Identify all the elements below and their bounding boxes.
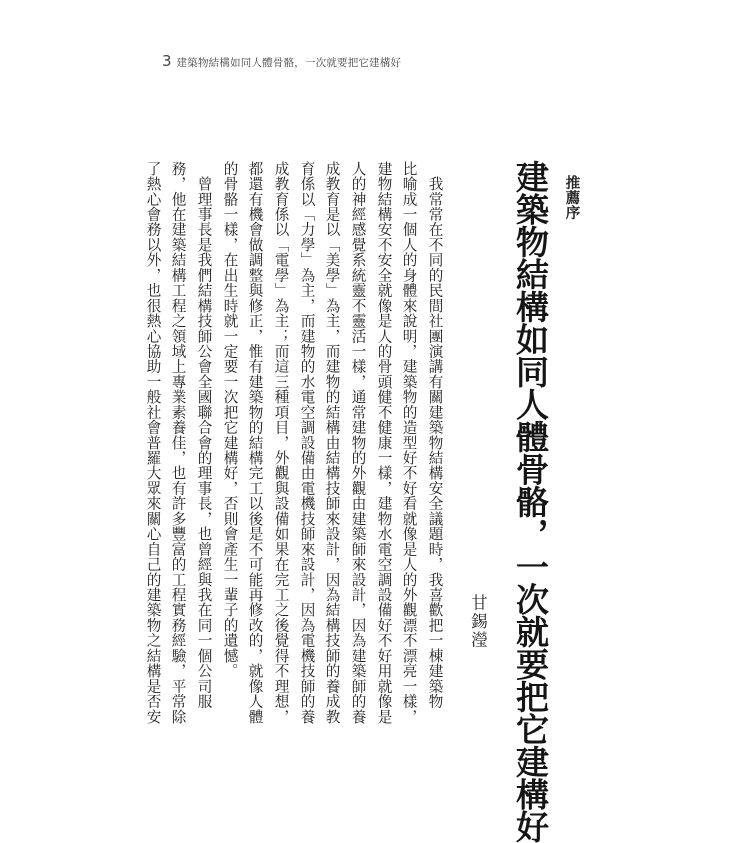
- body-line: 成教育是以「美學」為主，而建物的結構由結構技師來設計，因為結構技師的養成教: [323, 161, 341, 725]
- chapter-title: 建築物結構如同人體骨骼，一次就要把它建構好: [511, 160, 550, 843]
- body-line: 人的神經感覺系統靈不靈活一樣，通常建物的外觀由建築師來設計，因為建築師的養: [349, 161, 367, 725]
- body-line: 我常常在不同的民間社團演講有關建築物結構安全議題時，我喜歡把一棟建築物: [426, 161, 444, 709]
- body-line: 成教育係以「電學」為主；而這三種項目，外觀與設備如果在完工之後覺得不理想，: [272, 161, 290, 725]
- running-header: [162, 52, 401, 70]
- body-line: 都還有機會做調整與修正，惟有建築物的結構完工以後是不可能再修改的，就像人體: [246, 161, 264, 725]
- body-line: 建物結構安不安全就像是人的骨頭健不健康一樣，建物水電空調設備好不好用就像是: [375, 161, 393, 725]
- author-name: 甘錫瀅: [468, 594, 488, 650]
- body-line: 曾理事長是我們結構技師公會全國聯合會的理事長，也曾經與我在同一個公司服: [195, 161, 213, 709]
- body-line: 的骨骼一樣，在出生時就一定要一次把它建構好，否則會產生一輩子的遺憾。: [221, 161, 239, 679]
- section-label: 推薦序: [563, 175, 580, 220]
- body-line: 育係以「力學」為主，而建物的水電空調設備由電機技師來設計，因為電機技師的養: [298, 161, 316, 725]
- body-line: 務，他在建築結構工程之領域上專業素養佳，也有許多豐富的工程實務經驗，平常除: [169, 161, 187, 725]
- body-line: 比喻成一個人的身體來說明，建築物的造型好不好看就像是人的外觀漂不漂亮一樣，: [400, 161, 418, 725]
- page-number: 3: [162, 52, 172, 70]
- body-line: 了熱心會務以外，也很熱心協助一般社會普羅大眾來關心自己的建築物之結構是否安: [144, 161, 162, 725]
- running-title: 建築物結構如同人體骨骼，一次就要把它建構好: [176, 57, 402, 69]
